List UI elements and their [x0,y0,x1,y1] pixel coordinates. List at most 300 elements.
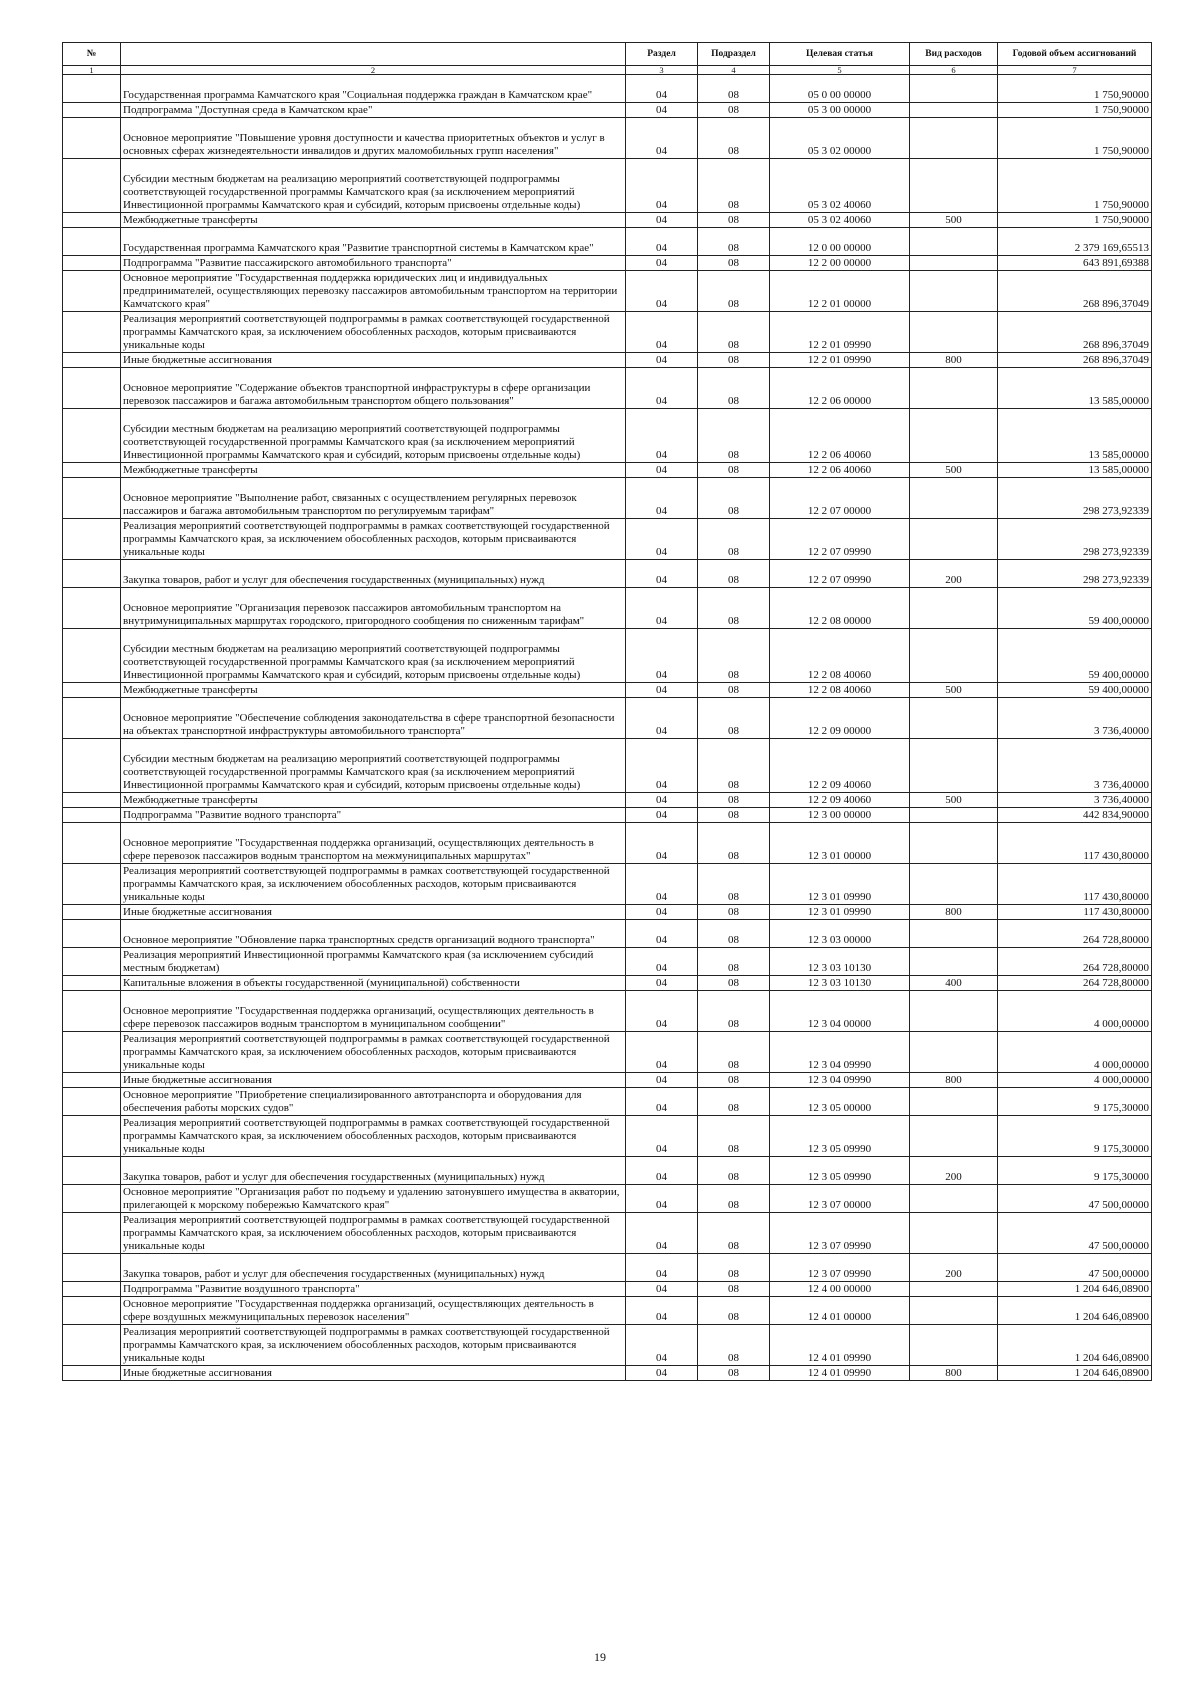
table-row [63,271,1152,312]
row-expense-type-cell [910,519,998,560]
row-razdel-cell: 04 [626,478,698,519]
row-podrazdel-cell: 08 [698,1088,770,1116]
row-target-article-cell: 12 4 01 09990 [770,1325,910,1366]
row-name-cell: Подпрограмма "Развитие пассажирского автомобильного транспорта" [121,256,626,271]
row-target-article-cell: 12 3 04 00000 [770,991,910,1032]
row-podrazdel-cell: 08 [698,629,770,683]
row-number-cell [63,519,121,560]
row-amount-cell: 13 585,00000 [998,368,1152,409]
row-target-article-cell: 12 3 04 09990 [770,1032,910,1073]
row-target-article-cell: 12 2 08 40060 [770,629,910,683]
table-row [63,629,1152,683]
row-amount-cell: 2 379 169,65513 [998,228,1152,256]
row-number-cell [63,1366,121,1381]
row-target-article-cell: 12 2 09 40060 [770,739,910,793]
row-expense-type-cell [910,256,998,271]
row-razdel-cell: 04 [626,1213,698,1254]
row-name-cell: Основное мероприятие "Государственная поддержка юридических лиц и индивидуальных предпринимателей, осуществляющих перевозку пассажиров автомобильным транспортом на территории Камчатского края" [121,271,626,312]
row-razdel-cell: 04 [626,519,698,560]
row-razdel-cell: 04 [626,560,698,588]
row-amount-cell: 1 204 646,08900 [998,1325,1152,1366]
row-target-article-cell: 05 3 02 40060 [770,213,910,228]
column-index: 6 [910,66,998,75]
table-row [63,905,1152,920]
row-podrazdel-cell: 08 [698,159,770,213]
row-amount-cell: 298 273,92339 [998,519,1152,560]
table-row [63,1325,1152,1366]
row-target-article-cell: 12 2 06 40060 [770,463,910,478]
row-podrazdel-cell: 08 [698,1073,770,1088]
table-row [63,1297,1152,1325]
row-podrazdel-cell: 08 [698,991,770,1032]
table-row [63,1073,1152,1088]
row-podrazdel-cell: 08 [698,1297,770,1325]
table-row [63,519,1152,560]
row-name-cell: Межбюджетные трансферты [121,793,626,808]
header-podrazdel: Подраздел [698,43,770,66]
row-razdel-cell: 04 [626,1185,698,1213]
row-expense-type-cell [910,118,998,159]
row-podrazdel-cell: 08 [698,353,770,368]
row-podrazdel-cell: 08 [698,478,770,519]
budget-table [62,42,1152,1381]
row-name-cell: Государственная программа Камчатского края "Социальная поддержка граждан в Камчатском крае" [121,75,626,103]
row-number-cell [63,228,121,256]
table-row [63,368,1152,409]
row-razdel-cell: 04 [626,228,698,256]
row-target-article-cell: 12 3 07 09990 [770,1254,910,1282]
row-number-cell [63,409,121,463]
row-name-cell: Основное мероприятие "Приобретение специализированного автотранспорта и оборудования для обеспечения работы морских судов" [121,1088,626,1116]
row-amount-cell: 264 728,80000 [998,948,1152,976]
column-index: 5 [770,66,910,75]
row-number-cell [63,75,121,103]
row-amount-cell: 47 500,00000 [998,1213,1152,1254]
table-row [63,256,1152,271]
row-expense-type-cell [910,823,998,864]
row-target-article-cell: 12 3 04 09990 [770,1073,910,1088]
row-number-cell [63,353,121,368]
table-row [63,118,1152,159]
row-podrazdel-cell: 08 [698,103,770,118]
row-amount-cell: 1 750,90000 [998,213,1152,228]
row-number-cell [63,478,121,519]
row-expense-type-cell [910,271,998,312]
row-podrazdel-cell: 08 [698,1032,770,1073]
row-target-article-cell: 12 3 05 09990 [770,1157,910,1185]
row-expense-type-cell [910,1088,998,1116]
row-razdel-cell: 04 [626,1116,698,1157]
table-row [63,1185,1152,1213]
row-expense-type-cell [910,228,998,256]
row-razdel-cell: 04 [626,823,698,864]
header-row [63,43,1152,66]
row-amount-cell: 13 585,00000 [998,409,1152,463]
table-row [63,823,1152,864]
row-razdel-cell: 04 [626,213,698,228]
row-number-cell [63,463,121,478]
budget-table-sheet [62,42,1151,1381]
row-podrazdel-cell: 08 [698,312,770,353]
table-row [63,1282,1152,1297]
row-number-cell [63,1073,121,1088]
row-podrazdel-cell: 08 [698,1213,770,1254]
row-podrazdel-cell: 08 [698,739,770,793]
row-expense-type-cell [910,478,998,519]
row-number-cell [63,629,121,683]
row-name-cell: Основное мероприятие "Государственная поддержка организаций, осуществляющих деятельность в сфере воздушных межмуниципальных перевозок населения" [121,1297,626,1325]
row-amount-cell: 3 736,40000 [998,698,1152,739]
row-name-cell: Основное мероприятие "Организация работ по подъему и удалению затонувшего имущества в акватории, прилегающей к морскому побережью Камчатского края" [121,1185,626,1213]
row-target-article-cell: 12 2 09 40060 [770,793,910,808]
header-expense-type: Вид расходов [910,43,998,66]
row-amount-cell: 1 204 646,08900 [998,1282,1152,1297]
row-razdel-cell: 04 [626,948,698,976]
row-podrazdel-cell: 08 [698,271,770,312]
row-podrazdel-cell: 08 [698,1254,770,1282]
row-expense-type-cell: 200 [910,560,998,588]
row-expense-type-cell [910,808,998,823]
row-target-article-cell: 12 2 00 00000 [770,256,910,271]
row-target-article-cell: 05 0 00 00000 [770,75,910,103]
row-expense-type-cell [910,75,998,103]
table-row [63,463,1152,478]
row-amount-cell: 268 896,37049 [998,312,1152,353]
row-podrazdel-cell: 08 [698,1185,770,1213]
row-number-cell [63,823,121,864]
row-razdel-cell: 04 [626,1088,698,1116]
row-number-cell [63,864,121,905]
table-row [63,920,1152,948]
row-expense-type-cell [910,588,998,629]
row-target-article-cell: 12 3 03 10130 [770,948,910,976]
row-target-article-cell: 12 2 06 00000 [770,368,910,409]
row-razdel-cell: 04 [626,1297,698,1325]
row-name-cell: Реализация мероприятий соответствующей подпрограммы в рамках соответствующей государственной программы Камчатского края, за исключением обособленных расходов, которым присваиваются уникальные коды [121,1116,626,1157]
row-expense-type-cell [910,948,998,976]
row-podrazdel-cell: 08 [698,463,770,478]
row-razdel-cell: 04 [626,312,698,353]
table-row [63,312,1152,353]
table-row [63,353,1152,368]
row-target-article-cell: 12 2 07 00000 [770,478,910,519]
row-target-article-cell: 12 2 09 00000 [770,698,910,739]
row-name-cell: Межбюджетные трансферты [121,683,626,698]
table-row [63,1366,1152,1381]
row-name-cell: Иные бюджетные ассигнования [121,1366,626,1381]
row-amount-cell: 13 585,00000 [998,463,1152,478]
page-number: 19 [594,1650,606,1664]
row-razdel-cell: 04 [626,991,698,1032]
row-name-cell: Закупка товаров, работ и услуг для обеспечения государственных (муниципальных) нужд [121,560,626,588]
table-row [63,478,1152,519]
row-name-cell: Основное мероприятие "Выполнение работ, связанных с осуществлением регулярных перевозок пассажиров и багажа автомобильным транспортом по регулируемым тарифам" [121,478,626,519]
row-amount-cell: 9 175,30000 [998,1116,1152,1157]
header-name [121,43,626,66]
row-razdel-cell: 04 [626,409,698,463]
row-number-cell [63,1116,121,1157]
row-target-article-cell: 12 4 00 00000 [770,1282,910,1297]
row-razdel-cell: 04 [626,103,698,118]
table-row [63,976,1152,991]
row-number-cell [63,256,121,271]
row-expense-type-cell [910,629,998,683]
row-podrazdel-cell: 08 [698,976,770,991]
row-target-article-cell: 12 3 05 00000 [770,1088,910,1116]
row-amount-cell: 3 736,40000 [998,793,1152,808]
table-row [63,1088,1152,1116]
row-name-cell: Межбюджетные трансферты [121,463,626,478]
row-podrazdel-cell: 08 [698,1325,770,1366]
row-name-cell: Реализация мероприятий соответствующей подпрограммы в рамках соответствующей государственной программы Камчатского края, за исключением обособленных расходов, которым присваиваются уникальные коды [121,519,626,560]
row-target-article-cell: 12 4 01 09990 [770,1366,910,1381]
table-row [63,808,1152,823]
table-row [63,1032,1152,1073]
table-row [63,1213,1152,1254]
row-number-cell [63,271,121,312]
row-expense-type-cell [910,409,998,463]
row-target-article-cell: 12 2 08 40060 [770,683,910,698]
row-amount-cell: 47 500,00000 [998,1254,1152,1282]
table-row [63,793,1152,808]
row-razdel-cell: 04 [626,159,698,213]
row-number-cell [63,1032,121,1073]
row-target-article-cell: 12 2 07 09990 [770,519,910,560]
row-expense-type-cell [910,698,998,739]
row-podrazdel-cell: 08 [698,1366,770,1381]
row-podrazdel-cell: 08 [698,948,770,976]
row-expense-type-cell [910,991,998,1032]
header-annual-amount: Годовой объем ассигнований [998,43,1152,66]
row-expense-type-cell: 500 [910,793,998,808]
row-amount-cell: 1 204 646,08900 [998,1366,1152,1381]
row-target-article-cell: 12 2 08 00000 [770,588,910,629]
row-expense-type-cell [910,159,998,213]
row-amount-cell: 264 728,80000 [998,976,1152,991]
header-razdel: Раздел [626,43,698,66]
row-expense-type-cell: 800 [910,1073,998,1088]
row-amount-cell: 1 750,90000 [998,103,1152,118]
row-name-cell: Субсидии местным бюджетам на реализацию мероприятий соответствующей подпрограммы соответствующей государственной программы Камчатского края (за исключением мероприятий Инвестиционной программы Камчатского края и субсидий, которым присвоены отдельные коды) [121,629,626,683]
row-target-article-cell: 05 3 02 40060 [770,159,910,213]
row-podrazdel-cell: 08 [698,213,770,228]
table-row [63,864,1152,905]
row-name-cell: Закупка товаров, работ и услуг для обеспечения государственных (муниципальных) нужд [121,1254,626,1282]
row-podrazdel-cell: 08 [698,519,770,560]
row-expense-type-cell: 800 [910,905,998,920]
row-number-cell [63,991,121,1032]
row-podrazdel-cell: 08 [698,683,770,698]
row-razdel-cell: 04 [626,698,698,739]
header-number: № [63,43,121,66]
row-amount-cell: 1 750,90000 [998,118,1152,159]
row-name-cell: Реализация мероприятий соответствующей подпрограммы в рамках соответствующей государственной программы Камчатского края, за исключением обособленных расходов, которым присваиваются уникальные коды [121,864,626,905]
row-name-cell: Реализация мероприятий Инвестиционной программы Камчатского края (за исключением субсидий местным бюджетам) [121,948,626,976]
row-podrazdel-cell: 08 [698,1282,770,1297]
row-amount-cell: 1 204 646,08900 [998,1297,1152,1325]
row-expense-type-cell [910,1185,998,1213]
row-number-cell [63,948,121,976]
row-expense-type-cell: 400 [910,976,998,991]
row-name-cell: Иные бюджетные ассигнования [121,1073,626,1088]
table-row [63,560,1152,588]
row-podrazdel-cell: 08 [698,75,770,103]
row-expense-type-cell: 500 [910,213,998,228]
column-index: 2 [121,66,626,75]
row-name-cell: Основное мероприятие "Государственная поддержка организаций, осуществляющих деятельность в сфере перевозок пассажиров водным транспортом в муниципальном сообщении" [121,991,626,1032]
row-razdel-cell: 04 [626,463,698,478]
row-target-article-cell: 05 3 02 00000 [770,118,910,159]
row-number-cell [63,1157,121,1185]
row-expense-type-cell [910,1116,998,1157]
table-row [63,1254,1152,1282]
row-expense-type-cell [910,739,998,793]
row-razdel-cell: 04 [626,1073,698,1088]
row-razdel-cell: 04 [626,864,698,905]
row-target-article-cell: 12 2 01 09990 [770,353,910,368]
row-razdel-cell: 04 [626,353,698,368]
row-target-article-cell: 12 3 01 09990 [770,905,910,920]
row-name-cell: Реализация мероприятий соответствующей подпрограммы в рамках соответствующей государственной программы Камчатского края, за исключением обособленных расходов, которым присваиваются уникальные коды [121,1213,626,1254]
row-podrazdel-cell: 08 [698,808,770,823]
row-podrazdel-cell: 08 [698,905,770,920]
row-expense-type-cell: 500 [910,463,998,478]
row-name-cell: Реализация мероприятий соответствующей подпрограммы в рамках соответствующей государственной программы Камчатского края, за исключением обособленных расходов, которым присваиваются уникальные коды [121,312,626,353]
row-number-cell [63,1282,121,1297]
row-name-cell: Реализация мероприятий соответствующей подпрограммы в рамках соответствующей государственной программы Камчатского края, за исключением обособленных расходов, которым присваиваются уникальные коды [121,1325,626,1366]
row-amount-cell: 117 430,80000 [998,823,1152,864]
row-razdel-cell: 04 [626,256,698,271]
row-expense-type-cell: 200 [910,1157,998,1185]
row-target-article-cell: 12 3 03 10130 [770,976,910,991]
row-amount-cell: 268 896,37049 [998,271,1152,312]
row-razdel-cell: 04 [626,905,698,920]
row-name-cell: Межбюджетные трансферты [121,213,626,228]
table-row [63,75,1152,103]
row-name-cell: Государственная программа Камчатского края "Развитие транспортной системы в Камчатском крае" [121,228,626,256]
row-number-cell [63,560,121,588]
table-row [63,213,1152,228]
row-name-cell: Основное мероприятие "Организация перевозок пассажиров автомобильным транспортом на внутримуниципальных маршрутах городского, пригородного сообщения по сниженным тарифам" [121,588,626,629]
row-podrazdel-cell: 08 [698,864,770,905]
row-number-cell [63,368,121,409]
row-name-cell: Подпрограмма "Развитие воздушного транспорта" [121,1282,626,1297]
row-name-cell: Иные бюджетные ассигнования [121,353,626,368]
row-number-cell [63,1325,121,1366]
row-number-cell [63,213,121,228]
row-expense-type-cell [910,1297,998,1325]
row-razdel-cell: 04 [626,793,698,808]
row-name-cell: Основное мероприятие "Содержание объектов транспортной инфраструктуры в сфере организации перевозок пассажиров и багажа автомобильным транспортом общего пользования" [121,368,626,409]
column-index: 4 [698,66,770,75]
row-expense-type-cell: 500 [910,683,998,698]
table-row [63,228,1152,256]
table-row [63,739,1152,793]
table-row [63,948,1152,976]
row-target-article-cell: 12 3 07 00000 [770,1185,910,1213]
row-expense-type-cell [910,1213,998,1254]
row-target-article-cell: 12 4 01 00000 [770,1297,910,1325]
row-podrazdel-cell: 08 [698,920,770,948]
row-podrazdel-cell: 08 [698,118,770,159]
row-amount-cell: 9 175,30000 [998,1157,1152,1185]
row-target-article-cell: 05 3 00 00000 [770,103,910,118]
table-body [63,75,1152,1381]
row-amount-cell: 9 175,30000 [998,1088,1152,1116]
row-target-article-cell: 12 0 00 00000 [770,228,910,256]
row-razdel-cell: 04 [626,588,698,629]
row-name-cell: Подпрограмма "Развитие водного транспорта" [121,808,626,823]
row-target-article-cell: 12 3 01 09990 [770,864,910,905]
row-razdel-cell: 04 [626,808,698,823]
row-target-article-cell: 12 3 01 00000 [770,823,910,864]
row-razdel-cell: 04 [626,1254,698,1282]
row-razdel-cell: 04 [626,1325,698,1366]
table-row [63,1157,1152,1185]
row-number-cell [63,698,121,739]
row-razdel-cell: 04 [626,683,698,698]
row-razdel-cell: 04 [626,1366,698,1381]
row-number-cell [63,312,121,353]
row-number-cell [63,1088,121,1116]
table-row [63,409,1152,463]
row-razdel-cell: 04 [626,271,698,312]
row-number-cell [63,793,121,808]
row-target-article-cell: 12 2 01 09990 [770,312,910,353]
row-name-cell: Закупка товаров, работ и услуг для обеспечения государственных (муниципальных) нужд [121,1157,626,1185]
row-razdel-cell: 04 [626,1282,698,1297]
row-name-cell: Иные бюджетные ассигнования [121,905,626,920]
row-name-cell: Реализация мероприятий соответствующей подпрограммы в рамках соответствующей государственной программы Камчатского края, за исключением обособленных расходов, которым присваиваются уникальные коды [121,1032,626,1073]
row-razdel-cell: 04 [626,1032,698,1073]
header-target-article: Целевая статья [770,43,910,66]
row-razdel-cell: 04 [626,629,698,683]
row-podrazdel-cell: 08 [698,228,770,256]
row-amount-cell: 268 896,37049 [998,353,1152,368]
row-amount-cell: 4 000,00000 [998,1032,1152,1073]
row-target-article-cell: 12 2 06 40060 [770,409,910,463]
row-name-cell: Основное мероприятие "Повышение уровня доступности и качества приоритетных объектов и услуг в основных сферах жизнедеятельности инвалидов и других маломобильных групп населения" [121,118,626,159]
row-target-article-cell: 12 2 01 00000 [770,271,910,312]
row-number-cell [63,103,121,118]
row-name-cell: Субсидии местным бюджетам на реализацию мероприятий соответствующей подпрограммы соответствующей государственной программы Камчатского края (за исключением мероприятий Инвестиционной программы Камчатского края и субсидий, которым присвоены отдельные коды) [121,159,626,213]
column-index-row [63,66,1152,75]
row-number-cell [63,159,121,213]
row-razdel-cell: 04 [626,75,698,103]
row-number-cell [63,905,121,920]
row-name-cell: Основное мероприятие "Государственная поддержка организаций, осуществляющих деятельность в сфере перевозок пассажиров водным транспортом на межмуниципальных маршрутах" [121,823,626,864]
row-expense-type-cell [910,920,998,948]
row-expense-type-cell: 800 [910,353,998,368]
row-amount-cell: 1 750,90000 [998,75,1152,103]
row-razdel-cell: 04 [626,976,698,991]
row-amount-cell: 59 400,00000 [998,588,1152,629]
row-amount-cell: 3 736,40000 [998,739,1152,793]
row-name-cell: Субсидии местным бюджетам на реализацию мероприятий соответствующей подпрограммы соответствующей государственной программы Камчатского края (за исключением мероприятий Инвестиционной программы Камчатского края и субсидий, которым присвоены отдельные коды) [121,409,626,463]
row-razdel-cell: 04 [626,920,698,948]
row-amount-cell: 47 500,00000 [998,1185,1152,1213]
table-row [63,588,1152,629]
row-amount-cell: 298 273,92339 [998,560,1152,588]
row-name-cell: Основное мероприятие "Обеспечение соблюдения законодательства в сфере транспортной безопасности на объектах транспортной инфраструктуры автомобильного транспорта" [121,698,626,739]
row-name-cell: Подпрограмма "Доступная среда в Камчатском крае" [121,103,626,118]
row-podrazdel-cell: 08 [698,588,770,629]
table-row [63,698,1152,739]
row-target-article-cell: 12 3 03 00000 [770,920,910,948]
row-amount-cell: 59 400,00000 [998,629,1152,683]
row-number-cell [63,976,121,991]
column-index: 1 [63,66,121,75]
